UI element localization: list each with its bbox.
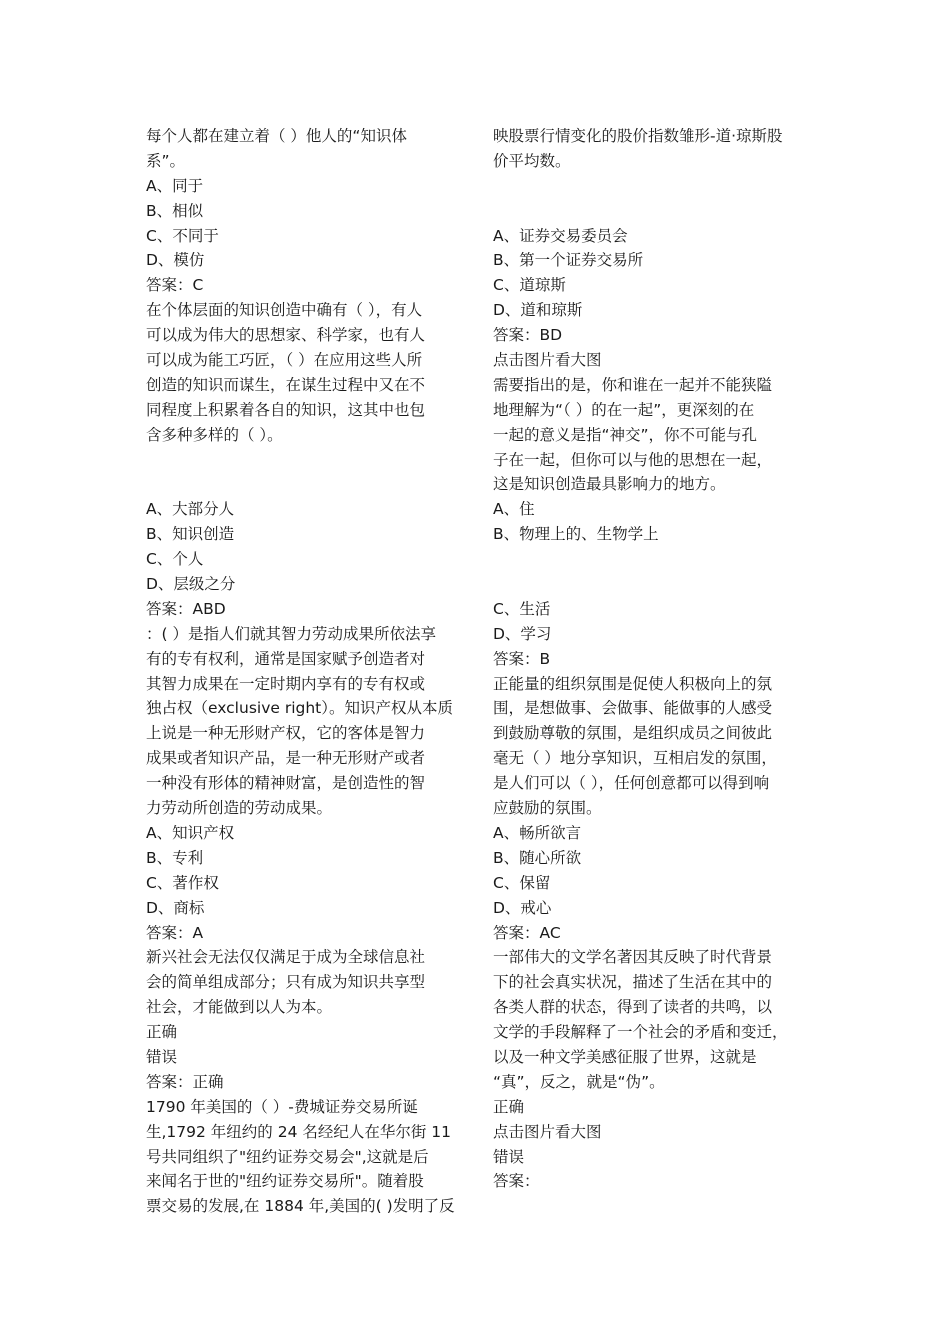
text-line: 1790 年美国的（ ）-费城证券交易所诞 bbox=[146, 1097, 418, 1116]
text-line: 答案：C bbox=[146, 276, 204, 295]
text-line: 需要指出的是，你和谁在一起并不能狭隘 bbox=[493, 375, 773, 394]
text-line: 其智力成果在一定时期内享有的专有权或 bbox=[146, 674, 426, 693]
text-line: 社会，才能做到以人为本。 bbox=[146, 998, 333, 1017]
text-line: 映股票行情变化的股价指数雏形-道·琼斯股 bbox=[493, 127, 783, 145]
text-line: 子在一起，但你可以与他的思想在一起， bbox=[493, 450, 773, 469]
text-line: C、保留 bbox=[493, 873, 551, 892]
text-line: 毫无（ ）地分享知识，互相启发的氛围， bbox=[493, 749, 777, 768]
text-line: 来闻名于世的"纽约证券交易所"。随着股 bbox=[146, 1172, 424, 1191]
text-line: 生,1792 年纽约的 24 名经纪人在华尔街 11 bbox=[146, 1122, 452, 1141]
text-line: 点击图片看大图 bbox=[493, 1122, 602, 1141]
blank-line bbox=[493, 199, 815, 224]
text-line: A、证券交易委员会 bbox=[493, 226, 628, 245]
text-line: B、专利 bbox=[146, 848, 204, 867]
text-line: 新兴社会无法仅仅满足于成为全球信息社 bbox=[146, 948, 426, 967]
text-line: ：( ）是指人们就其智力劳动成果所依法享 bbox=[146, 624, 436, 643]
text-line: C、个人 bbox=[146, 550, 204, 569]
text-line: 号共同组织了"纽约证券交易会",这就是后 bbox=[146, 1147, 429, 1166]
blank-line bbox=[146, 472, 468, 497]
text-line: A、住 bbox=[493, 500, 535, 519]
left-column bbox=[146, 124, 468, 1219]
text-line: 文学的手段解释了一个社会的矛盾和变迁， bbox=[493, 1023, 788, 1042]
text-line: 是人们可以（ ），任何创意都可以得到响 bbox=[493, 774, 770, 793]
text-line: 错误 bbox=[493, 1147, 525, 1166]
text-line: 答案： bbox=[493, 1172, 540, 1191]
text-line: B、知识创造 bbox=[146, 525, 235, 544]
blank-line bbox=[493, 572, 815, 597]
text-line: D、模仿 bbox=[146, 251, 205, 270]
text-line: 应鼓励的氛围。 bbox=[493, 799, 602, 818]
text-line: 价平均数。 bbox=[493, 151, 571, 170]
blank-line bbox=[146, 448, 468, 473]
blank-line bbox=[493, 547, 815, 572]
text-line: 答案：B bbox=[493, 649, 551, 668]
text-line: 地理解为“（ ）的在一起”，更深刻的在 bbox=[493, 400, 755, 419]
text-line: D、层级之分 bbox=[146, 575, 236, 594]
text-line: B、物理上的、生物学上 bbox=[493, 525, 659, 544]
text-line: 会的简单组成部分；只有成为知识共享型 bbox=[146, 973, 426, 992]
text-line: A、大部分人 bbox=[146, 500, 235, 519]
text-line: 一部伟大的文学名著因其反映了时代背景 bbox=[493, 948, 773, 967]
text-line: D、商标 bbox=[146, 898, 205, 917]
text-line: 点击图片看大图 bbox=[493, 351, 602, 370]
text-line: D、学习 bbox=[493, 624, 552, 643]
text-line: C、生活 bbox=[493, 599, 551, 618]
text-line: 答案：AC bbox=[493, 923, 561, 942]
text-line: 答案：BD bbox=[493, 326, 563, 345]
text-line: 独占权（exclusive right）。知识产权从本质 bbox=[146, 699, 454, 718]
text-line: A、同于 bbox=[146, 176, 204, 195]
text-line: 可以成为伟大的思想家、科学家，也有人 bbox=[146, 326, 426, 345]
text-line: 以及一种文学美感征服了世界，这就是 bbox=[493, 1047, 757, 1066]
text-line: 创造的知识而谋生，在谋生过程中又在不 bbox=[146, 375, 426, 394]
text-line: 答案：ABD bbox=[146, 599, 226, 618]
text-line: 这是知识创造最具影响力的地方。 bbox=[493, 475, 726, 494]
text-line: 错误 bbox=[146, 1047, 178, 1066]
text-line: 一种没有形体的精神财富，是创造性的智 bbox=[146, 774, 426, 793]
text-line: B、随心所欲 bbox=[493, 848, 582, 867]
text-line: 有的专有权利，通常是国家赋予创造者对 bbox=[146, 649, 426, 668]
text-line: 下的社会真实状况，描述了生活在其中的 bbox=[493, 973, 773, 992]
text-line: 一起的意义是指“神交”，你不可能与孔 bbox=[493, 425, 758, 444]
text-line: 上说是一种无形财产权，它的客体是智力 bbox=[146, 724, 426, 743]
text-line: 力劳动所创造的劳动成果。 bbox=[146, 799, 333, 818]
text-line: 含多种多样的（ ）。 bbox=[146, 425, 283, 444]
text-line: 各类人群的状态，得到了读者的共鸣，以 bbox=[493, 998, 773, 1017]
text-line: C、道琼斯 bbox=[493, 276, 566, 295]
text-line: 正确 bbox=[493, 1097, 525, 1116]
text-line: “真”，反之，就是“伪”。 bbox=[493, 1072, 665, 1091]
text-line: D、戒心 bbox=[493, 898, 552, 917]
text-line: B、相似 bbox=[146, 201, 204, 220]
text-line: 到鼓励尊敬的氛围，是组织成员之间彼此 bbox=[493, 724, 773, 743]
text-line: A、知识产权 bbox=[146, 823, 235, 842]
blank-line bbox=[493, 174, 815, 199]
text-line: 系”。 bbox=[146, 151, 186, 170]
text-line: 答案：A bbox=[146, 923, 204, 942]
text-line: 围，是想做事、会做事、能做事的人感受 bbox=[493, 699, 773, 718]
text-line: 在个体层面的知识创造中确有（ ），有人 bbox=[146, 301, 423, 320]
text-line: 答案：正确 bbox=[146, 1072, 224, 1091]
right-column bbox=[493, 124, 815, 1194]
text-line: D、道和琼斯 bbox=[493, 301, 583, 320]
text-line: 票交易的发展,在 1884 年,美国的( )发明了反 bbox=[146, 1197, 455, 1216]
text-line: 同程度上积累着各自的知识，这其中也包 bbox=[146, 400, 426, 419]
text-line: 每个人都在建立着（ ）他人的“知识体 bbox=[146, 127, 407, 145]
text-line: C、不同于 bbox=[146, 226, 219, 245]
text-line: C、著作权 bbox=[146, 873, 219, 892]
text-line: 正能量的组织氛围是促使人积极向上的氛 bbox=[493, 674, 773, 693]
text-line: 成果或者知识产品，是一种无形财产或者 bbox=[146, 749, 426, 768]
text-line: 可以成为能工巧匠，（ ）在应用这些人所 bbox=[146, 351, 423, 370]
text-line: 正确 bbox=[146, 1023, 178, 1042]
text-line: B、第一个证券交易所 bbox=[493, 251, 644, 270]
text-line: A、畅所欲言 bbox=[493, 823, 582, 842]
